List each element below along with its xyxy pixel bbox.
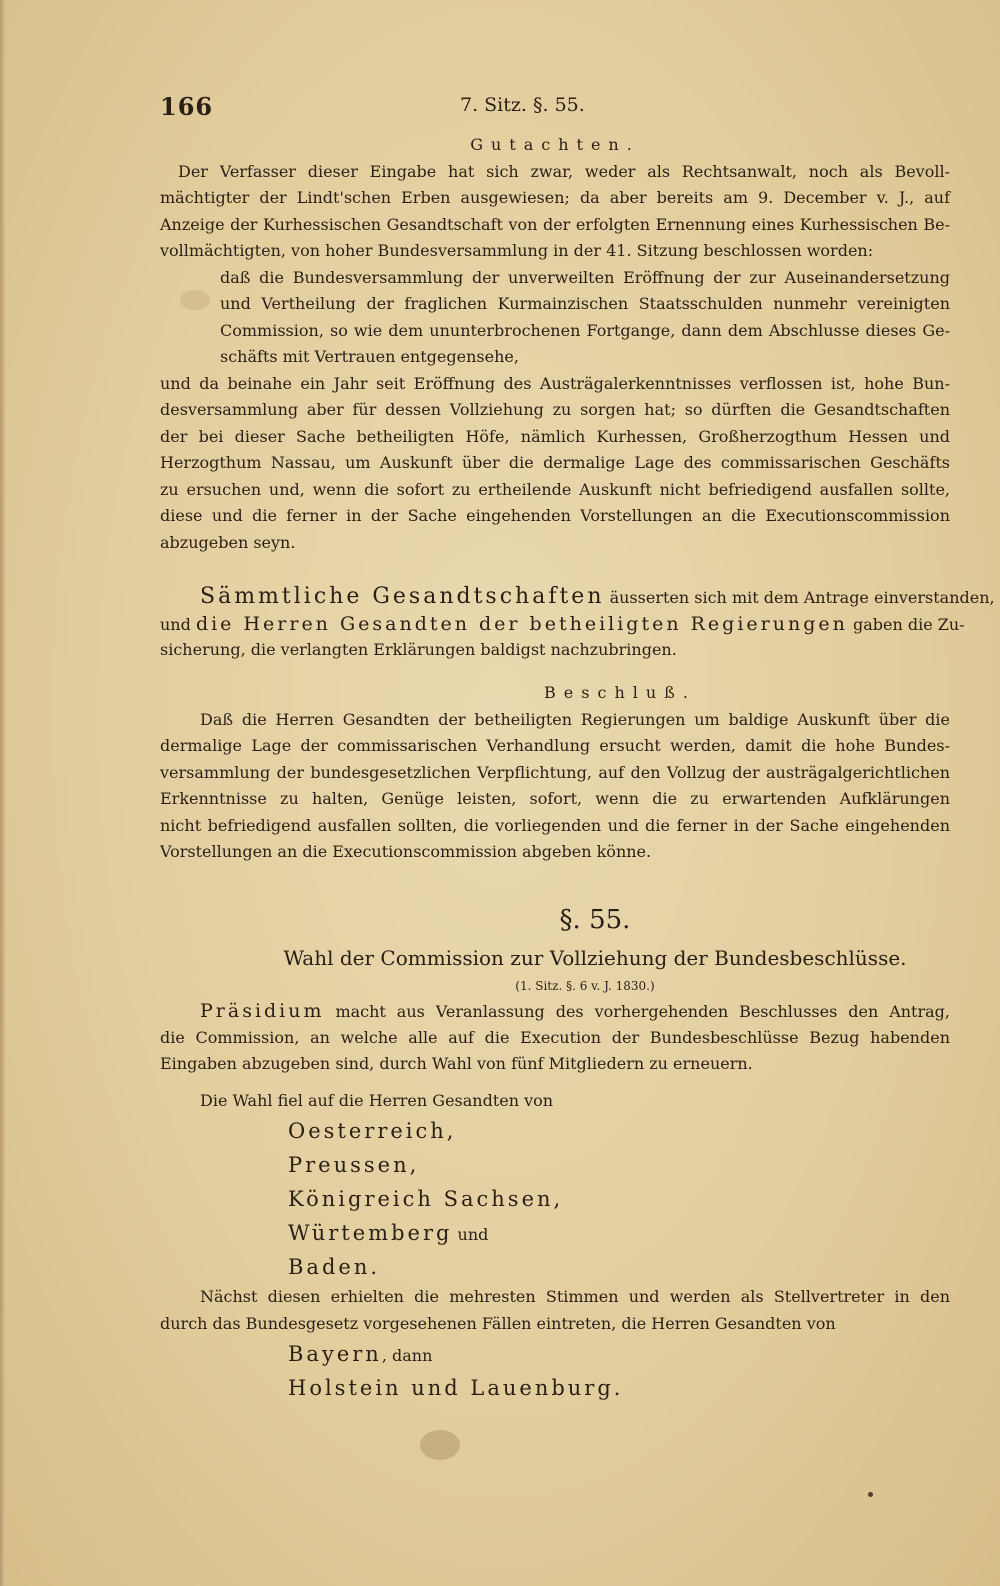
deputy-state: Holstein und Lauenburg. [288,1376,624,1400]
text-line: Eingaben abzugeben sind, durch Wahl von fünf Mitgliedern zu erneuern. [160,1054,753,1073]
text-line: dermalige Lage der commissarischen Verhandlung ersucht werden, damit die hohe Bundes- [160,736,950,755]
voting-text: äusserten sich mit dem Antrage einverstanden, [604,588,995,607]
text-line: abzugeben seyn. [160,532,296,552]
quote-line: Commission, so wie dem ununterbrochenen Fortgange, dann dem Abschlusse dieses Ge- [220,320,950,340]
text-line: die Commission, an welche alle auf die Execution der Bundesbeschlüsse Bezug habenden [160,1027,950,1047]
text-line: Daß die Herren Gesandten der betheiligten Regierungen um baldige Auskunft über die [200,709,950,729]
text-line: Herzogthum Nassau, um Auskunft über die dermalige Lage des commissarischen Geschäfts [160,453,950,472]
section-number: §. 55. [559,905,631,935]
text-line: durch das Bundesgesetz vorgesehenen Fällen eintreten, die Herren Gesandten von [160,1313,836,1333]
elected-state: Oesterreich, [288,1119,457,1143]
text-line: vollmächtigten, von hoher Bundesversammlung in der 41. Sitzung beschlossen worden: [160,241,874,260]
text-line: Vorstellungen an die Executionscommission abgeben könne. [160,842,652,861]
paper-stain [180,290,210,310]
voting-text: gaben die Zu- [847,614,965,634]
quote-line: schäfts mit Vertrauen entgegensehe, [220,347,519,366]
quote-line: und Vertheilung der fraglichen Kurmainzischen Staatsschulden nunmehr vereinigten [220,294,950,313]
deputy-conjunction: , dann [381,1346,433,1365]
voting-line-3: sicherung, die verlangten Erklärungen baldigst nachzubringen. [160,640,677,659]
ink-spot [868,1492,873,1497]
elected-state-name: Würtemberg [288,1221,453,1245]
beschluss-section [160,680,950,866]
text-line: Nächst diesen erhielten die mehresten Stimmen und werden als Stellvertreter in den [200,1287,950,1306]
voting-spaced-text: Sämmtliche Gesandtschaften [200,584,605,609]
text-line: Anzeige der Kurhessischen Gesandtschaft von der erfolgten Ernennung eines Kurhessischen Be- [160,214,950,234]
voting-line-2 [160,611,965,638]
text-line: diese und die ferner in der Sache eingehenden Vorstellungen an die Executionscommission [160,506,950,525]
election-intro: Die Wahl fiel auf die Herren Gesandten von [200,1090,554,1110]
elected-state: Baden. [288,1255,381,1279]
elected-state: Preussen, [288,1153,420,1177]
text-line: desversammlung aber für dessen Vollziehung zu sorgen hat; so dürften die Gesandtschaften [160,400,950,419]
section-reference: (1. Sitz. §. 6 v. J. 1830.) [515,979,655,993]
paper-stain [420,1430,460,1460]
text-line [160,998,950,1025]
text-line: Der Verfasser dieser Eingabe hat sich zwar, weder als Rechtsanwalt, noch als Bevoll- [178,161,950,181]
deputy-state-name: Bayern [288,1342,382,1366]
elected-state: Königreich Sachsen, [288,1187,564,1211]
text-line: der bei dieser Sache betheiligten Höfe, nämlich Kurhessen, Großherzogthum Hessen und [160,426,950,446]
voting-spaced-text: die Herren Gesandten der betheiligten Regierungen [195,612,848,635]
text-line: mächtigter der Lindt'schen Erben ausgewiesen; da aber bereits am 9. December v. J., auf [160,188,950,207]
section-title: Wahl der Commission zur Vollziehung der Bundesbeschlüsse. [283,946,907,970]
text-line: und da beinahe ein Jahr seit Eröffnung des Austrägalerkenntnisses verflossen ist, hohe Bun- [160,373,950,393]
text-line: Erkenntnisse zu halten, Genüge leisten, sofort, wenn die zu erwartenden Aufklärungen [160,789,950,808]
text-line: versammlung der bundesgesetzlichen Verpflichtung, auf den Vollzug der austrägalgerichtlichen [160,762,950,782]
text-span: macht aus Veranlassung des vorhergehenden Beschlusses den Antrag, [324,1002,950,1021]
voting-text: und [160,614,196,634]
text-line: nicht befriedigend ausfallen sollten, die vorliegenden und die ferner in der Sache eingehenden [160,815,950,835]
voting-line-1 [160,584,995,611]
beschluss-heading: Beschluß. [544,683,696,702]
quote-line: daß die Bundesversammlung der unverweilten Eröffnung der zur Auseinandersetzung [220,267,950,287]
running-head: 7. Sitz. §. 55. [460,94,585,116]
text-line: zu ersuchen und, wenn die sofort zu ertheilende Auskunft nicht befriedigend ausfallen sollte, [160,479,950,499]
deputy-state [160,1337,950,1371]
presidium-spaced-text: Präsidium [200,1000,325,1022]
voting-section [160,584,995,664]
elected-conjunction: und [452,1225,489,1244]
gutachten-section [160,132,950,556]
page-number: 166 [160,92,214,121]
page-edge [0,0,6,1586]
elected-state [160,1216,950,1250]
section-55 [160,898,950,1405]
page-header [160,92,950,122]
gutachten-heading: Gutachten. [470,135,640,154]
